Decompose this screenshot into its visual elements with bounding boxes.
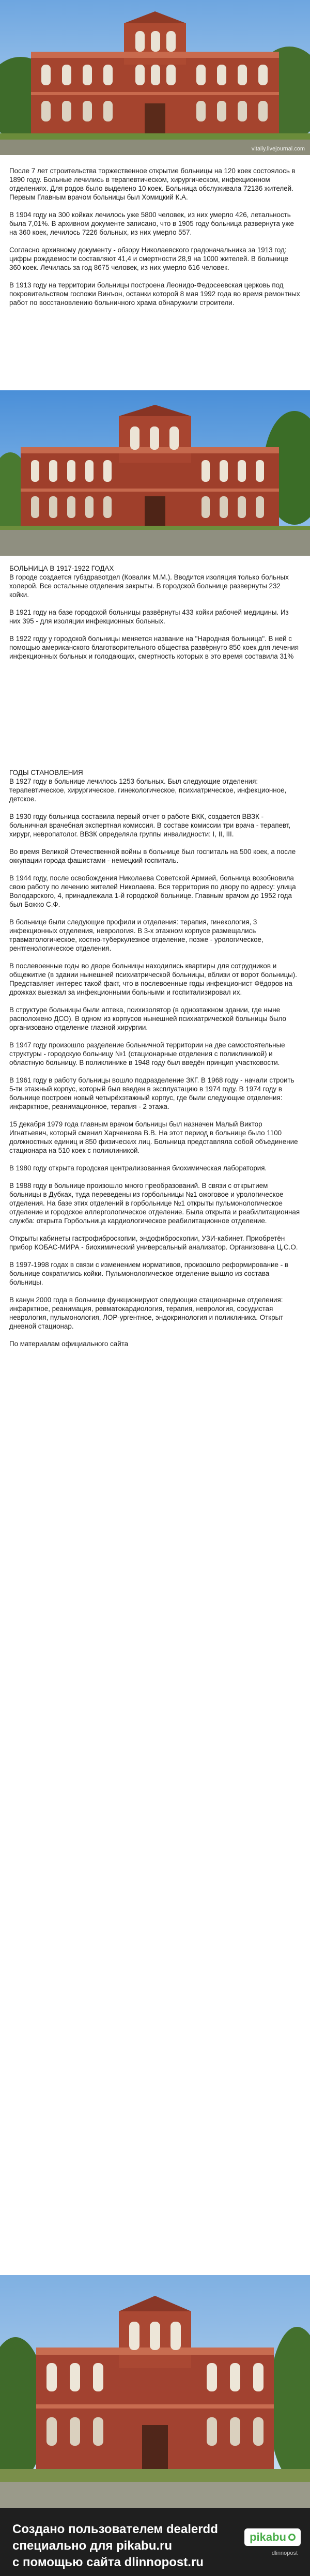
hospital-building-image bbox=[0, 2275, 310, 2508]
dlinnopost-footer bbox=[0, 2508, 310, 2576]
paragraph: В 1927 году в больнице лечилось 1253 больных. Был следующие отделения: терапевтическое, хирургическое, гинекологическое, психиатрическое, инфекционное, детское. bbox=[9, 778, 287, 803]
section-heading: БОЛЬНИЦА В 1917-1922 ГОДАХ bbox=[9, 565, 114, 572]
paragraph: В 1944 году, после освобождения Николаева Советской Армией, больница возобновила свою работу по лечению жителей Николаева. Вся территория по двору по адресу: улица Володарского, 4, принадлежала 1-й городской больнице. Главным врачом до 1952 года был Божко С.Ф. bbox=[9, 874, 296, 908]
hospital-photo-middle bbox=[0, 390, 310, 556]
paragraph: В послевоенные годы во дворе больницы находились квартиры для сотрудников и общежитие (в здании нынешней психиатрической больницы, вблизи от ворот больницы). Представляет интерес такой факт, что в послевоенные годы инфекционист Фёдоров на дрожках выезжал за инфекционными больными и госпитализировал их. bbox=[9, 962, 297, 996]
paragraph: В 1922 году у городской больницы меняется название на "Народная больница". В ней с помощью американского благотворительного общества развёрнуто 850 коек для лечения инфекционных больных и голодающих, смертность которых в это время составила 31% bbox=[9, 635, 299, 660]
footer-line-author: Создано пользователем dealerdd bbox=[12, 2522, 218, 2536]
hospital-photo-top bbox=[0, 0, 310, 155]
paragraph: В 1947 году произошло разделение больничной территории на две самостоятельные структуры - городскую больницу №1 (стационарные отделения с поликлиникой) и областную больницу. В поликлинике в 1948 году был введён принцип участковости. bbox=[9, 1041, 285, 1066]
paragraph: В городе создается губздравотдел (Ковалик М.М.). Вводится изоляция только больных холерой. Все остальные отделения закрыты. В городской больнице развернуты 232 койки. bbox=[9, 573, 289, 599]
hospital-photo-bottom bbox=[0, 2275, 310, 2508]
paragraph: В 1913 году на территории больницы построена Леонидо-Федосеевская церковь под покровительством госпожи Винъон, останки которой 8 мая 1992 года во время ремонтных работ по восстановлению больничного храма обнаружили строители. bbox=[9, 281, 300, 307]
paragraph: 15 декабря 1979 года главным врачом больницы был назначен Малый Виктор Игнатьевич, который сменил Харченкова В.В. На этот период в больнице было 1100 должностных единиц и 850 физических лиц. Больница представляла собой объединение стационара на 510 коек с поликлиникой. bbox=[9, 1120, 298, 1154]
paragraph: После 7 лет строительства торжественное открытие больницы на 120 коек состоялось в 1890 году. Больные лечились в терапевтическом, хирургическом, инфекционном отделениях. Для родов было выделено 10 коек. Больница обслуживала 72136 жителей. Первым Главным врачом больницы был Хомицкий К.А. bbox=[9, 167, 296, 201]
pikabu-logo-text: pikabu bbox=[250, 2531, 286, 2543]
paragraph: В структуре больницы были аптека, психизолятор (в одноэтажном здании, где ныне расположено ДСО). В одном из корпусов нынешней психиатрической больницы было организовано отделение глазной хирургии. bbox=[9, 1006, 286, 1031]
paragraph: В канун 2000 года в больнице функционируют следующие стационарные отделения: инфарктное, реанимация, ревматокардиология, терапия, неврология, сосудистая неврология, пульмонология, ЛОР-ургентное, эндокринология и поликлиника. Открыт дневной стационар. bbox=[9, 1296, 284, 1330]
paragraph: В больнице были следующие профили и отделения: терапия, гинекология, 3 инфекционных отделения, неврология. В 3-х этажном корпусе размещались травматологическое, костно-туберкулезное отделение, позже - урологическое, рентгенологическое отделения. bbox=[9, 918, 264, 952]
article-section-3 bbox=[0, 760, 310, 2259]
paragraph: В 1980 году открыта городская централизованная биохимическая лаборатория. bbox=[9, 1164, 267, 1172]
paragraph: Открыты кабинеты гастрофиброскопии, эндофиброскопии, УЗИ-кабинет. Приобретён прибор КОБАС-МИРА - биохимический универсальный анализатор. Организована Ц.С.О. bbox=[9, 1234, 298, 1251]
section-heading: ГОДЫ СТАНОВЛЕНИЯ bbox=[9, 769, 83, 776]
paragraph: Во время Великой Отечественной войны в больнице был госпиталь на 500 коек, а после оккупации города фашистами - немецкий госпиталь. bbox=[9, 848, 296, 864]
pikabu-logo-dot-icon bbox=[288, 2534, 296, 2541]
hospital-building-image bbox=[0, 0, 310, 155]
article-section-1 bbox=[0, 155, 310, 390]
dlinnopost-small-label: dlinnopost bbox=[271, 2550, 298, 2556]
footer-line-site: специально для pikabu.ru bbox=[12, 2539, 173, 2553]
paragraph: В 1930 году больница составила первый отчет о работе ВКК, создается ВВЗК - больничная врачебная экспертная комиссия. В составе комиссии три врача - терапевт, хирург, невропатолог. ВВЗК определяла группы инвалидности: I, II, III. bbox=[9, 813, 291, 838]
paragraph: В 1904 году на 300 койках лечилось уже 5800 человек, из них умерло 426, летальность была 7,01%. В архивном документе записано, что в 1905 году больница развернута уже на 360 коек, лечилось 7226 больных, из них умерло 557. bbox=[9, 211, 294, 236]
paragraph: В 1988 году в больнице произошло много преобразований. В связи с открытием больницы в Дубках, туда переведены из горбольницы №1 ожоговое и урологическое отделения. На базе этих отделений в горбольнице №1 открыты пульмонологическое отделение и городское аллергологическое отделение. Была открыта и реабилитационная служба: открыта Горбольница кардиологическое реабилитационное отделение. bbox=[9, 1182, 300, 1225]
article-section-2 bbox=[0, 556, 310, 760]
paragraph: В 1921 году на базе городской больницы развёрнуты 433 койки рабочей медицины. Из них 395 - для изоляции инфекционных больных. bbox=[9, 608, 289, 625]
photo-watermark: vitaliy.livejournal.com bbox=[251, 146, 305, 152]
paragraph: В 1997-1998 годах в связи с изменением нормативов, произошло реформирование - в больнице сократились койки. Пульмонологическое отделение вышло из состава больницы. bbox=[9, 1261, 288, 1286]
paragraph: По материалам официального сайта bbox=[9, 1340, 129, 1348]
paragraph: В 1961 году в работу больницы вошло подразделение ЗКГ. В 1968 году - начали строить 5-ти этажный корпус, который был введен в эксплуатацию в 1974 году. В 1974 году в больнице построен новый четырёхэтажный корпус, где были следующие отделения: инфарктное, реанимационное, терапия - 2 этажа. bbox=[9, 1076, 295, 1110]
hospital-building-image bbox=[0, 390, 310, 556]
footer-credit bbox=[12, 2521, 218, 2571]
paragraph: Согласно архивному документу - обзору Николаевского градоначальника за 1913 год: цифры рождаемости составляют 41,4 и смертности 28,9 на 1000 жителей. В больнице 360 коек. Лечилась за год 8675 человек, из них умерло 616 человек. bbox=[9, 246, 288, 271]
pikabu-logo[interactable] bbox=[244, 2528, 301, 2546]
footer-line-tool: с помощью сайта dlinnopost.ru bbox=[12, 2555, 204, 2569]
